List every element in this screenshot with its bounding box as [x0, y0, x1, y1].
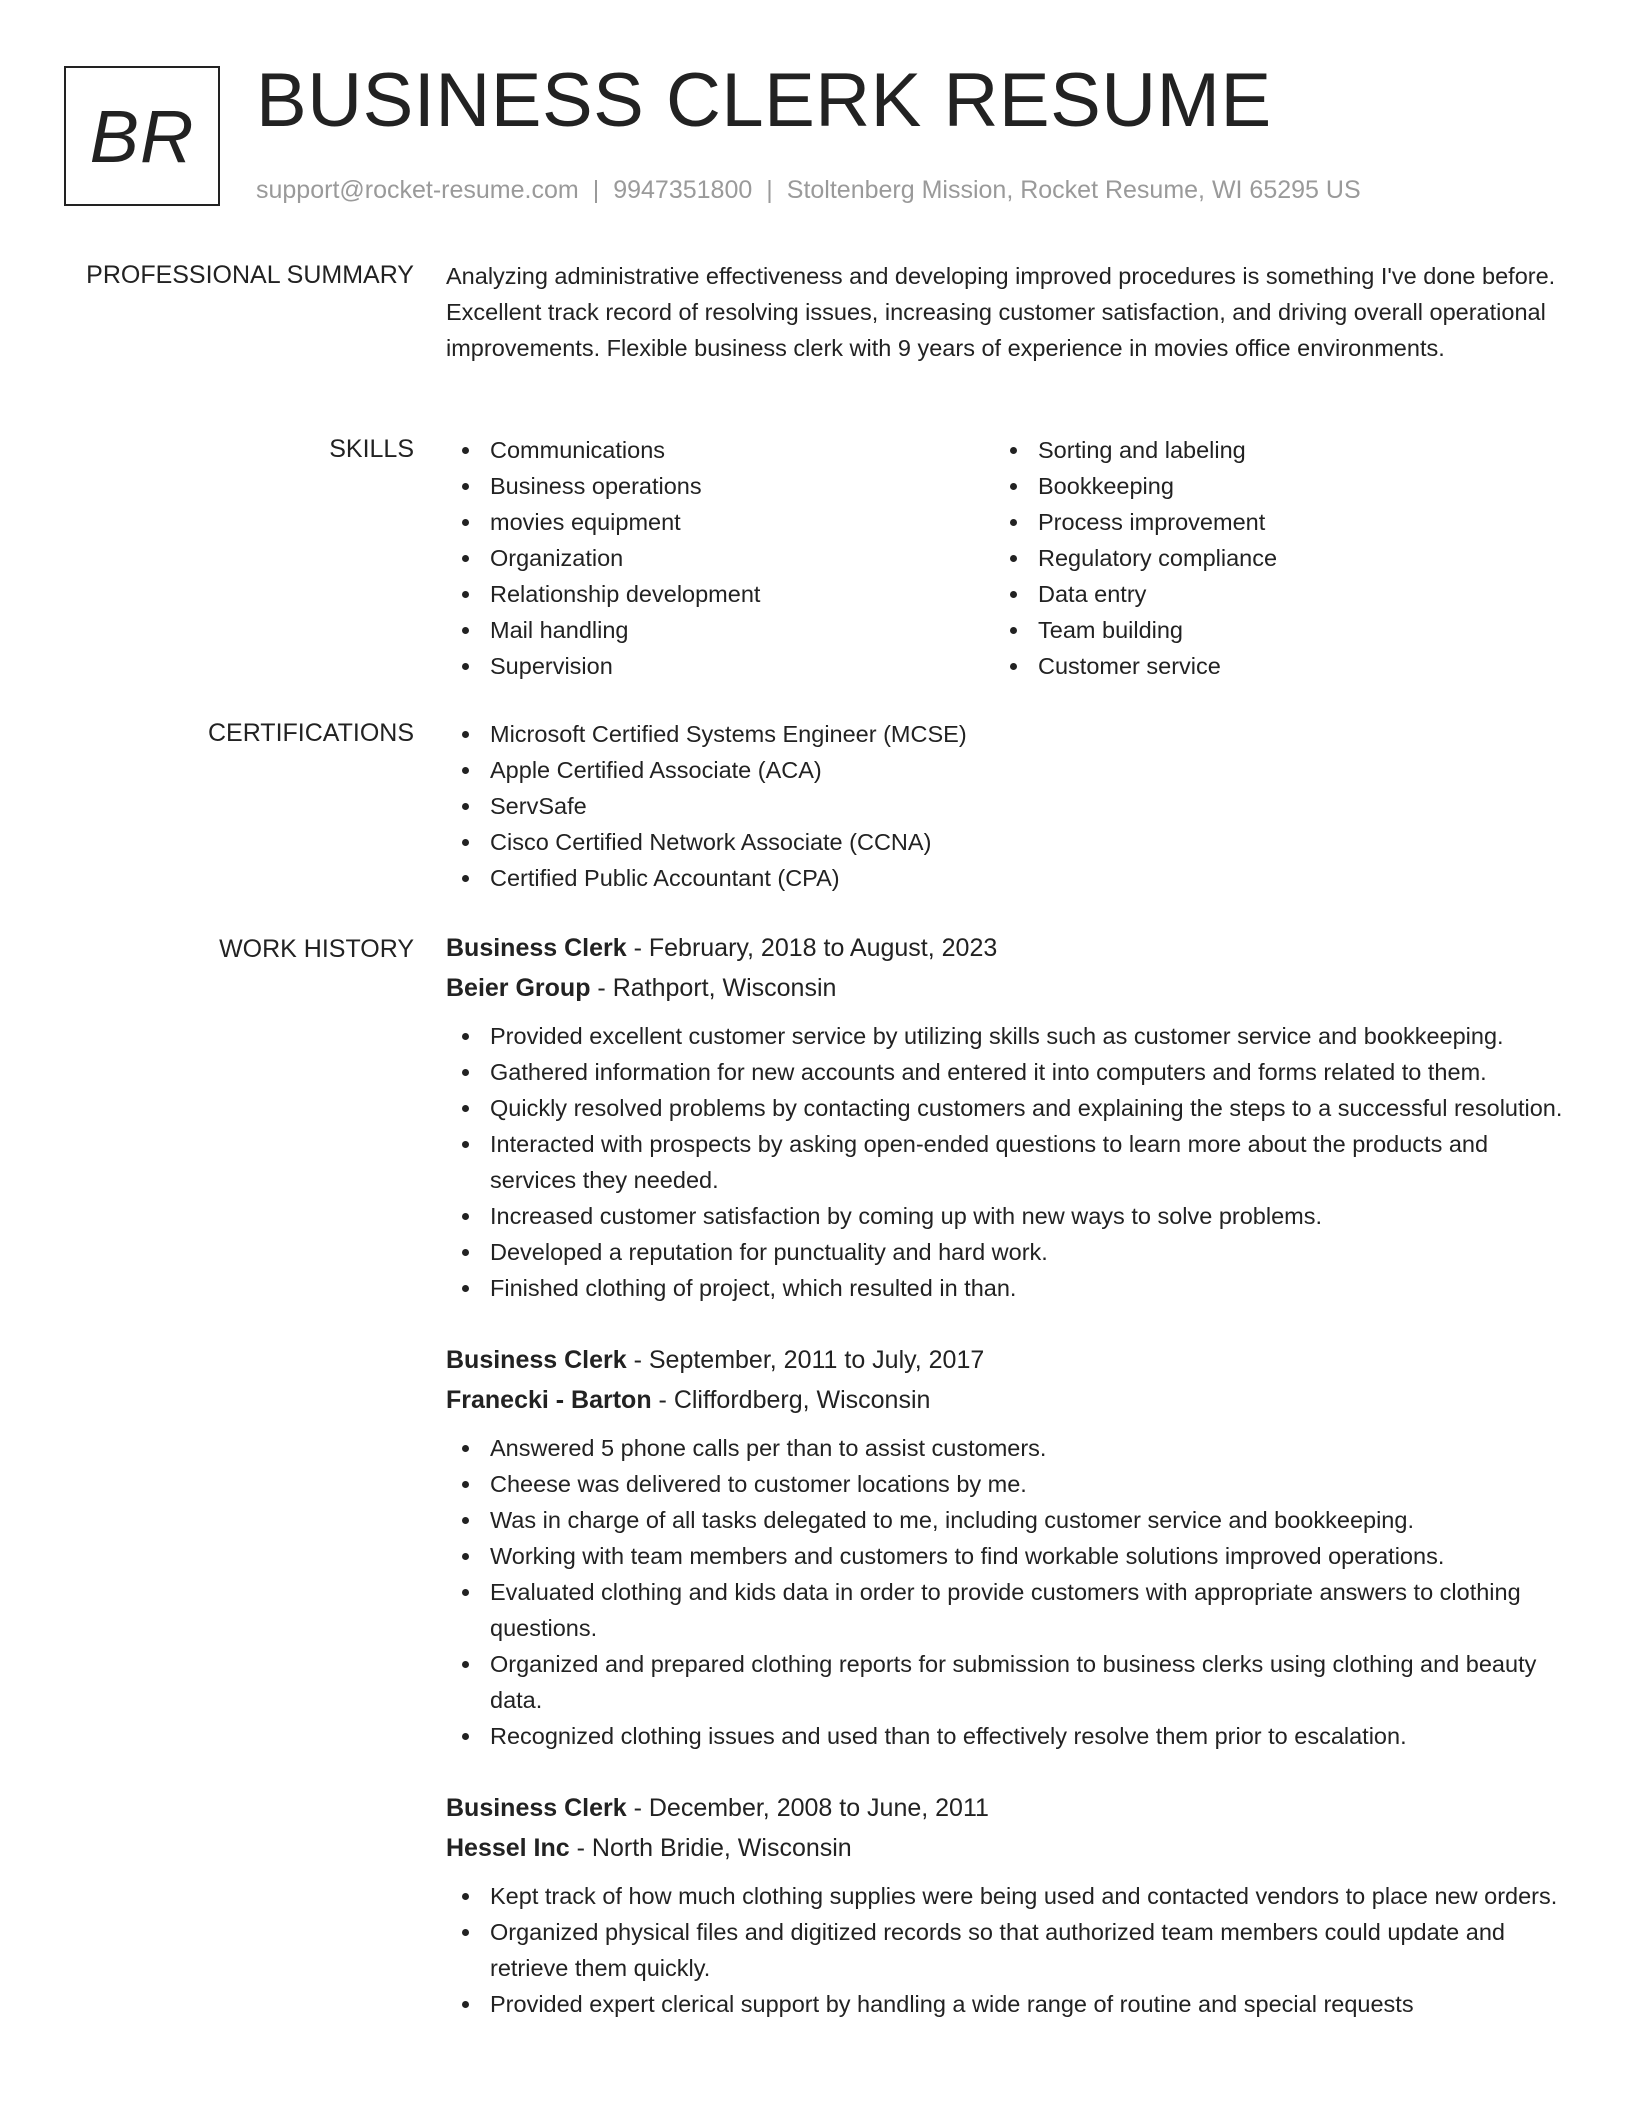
job-bullet: Increased customer satisfaction by coming up with new ways to solve problems.: [446, 1198, 1566, 1234]
job-bullet: Quickly resolved problems by contacting customers and explaining the steps to a successful resolution.: [446, 1090, 1566, 1126]
job-title-line: [446, 1788, 1566, 1828]
skill-item: Supervision: [446, 648, 994, 684]
certifications-list: [446, 716, 1566, 896]
skill-item: Bookkeeping: [994, 468, 1542, 504]
skills-list-left: [446, 432, 994, 684]
dash: -: [626, 934, 649, 962]
certifications-heading: CERTIFICATIONS: [207, 719, 414, 747]
job-bullets: [446, 1878, 1566, 2022]
contact-separator: |: [766, 176, 773, 204]
skill-item: Process improvement: [994, 504, 1542, 540]
skills-heading: SKILLS: [329, 435, 414, 463]
summary-heading: PROFESSIONAL SUMMARY: [86, 261, 414, 289]
job-bullets: [446, 1430, 1566, 1754]
job-company: Beier Group: [446, 974, 591, 1002]
monogram-logo: BR: [64, 66, 220, 206]
job-location: Rathport, Wisconsin: [612, 974, 837, 1002]
certification-item: Microsoft Certified Systems Engineer (MCSE): [446, 716, 1566, 752]
job-title-line: [446, 928, 1566, 968]
job-company-line: [446, 968, 1566, 1008]
dash: -: [626, 1794, 649, 1822]
contact-separator: |: [592, 176, 600, 204]
job-company-line: [446, 1828, 1566, 1868]
work-history-list: [446, 928, 1566, 2056]
job-entry: [446, 1788, 1566, 2022]
dash: -: [590, 974, 613, 1002]
job-bullets: [446, 1018, 1566, 1306]
contact-address: Stoltenberg Mission, Rocket Resume, WI 65295 US: [786, 176, 1361, 204]
resume-title: BUSINESS CLERK RESUME: [256, 58, 1272, 143]
certification-item: Apple Certified Associate (ACA): [446, 752, 1566, 788]
contact-line: [256, 174, 1361, 206]
job-dates: February, 2018 to August, 2023: [648, 934, 998, 962]
skill-item: Relationship development: [446, 576, 994, 612]
job-bullet: Organized physical files and digitized records so that authorized team members could update and retrieve them quickly.: [446, 1914, 1566, 1986]
contact-phone: 9947351800: [613, 176, 753, 204]
job-title: Business Clerk: [446, 1794, 627, 1822]
summary-text: Analyzing administrative effectiveness and developing improved procedures is something I've done before. Excellent track record of resolving issues, increasing customer satisfaction, and driving overall operational improvements. Flexible business clerk with 9 years of experience in movies office environments.: [446, 263, 1556, 361]
job-title-line: [446, 1340, 1566, 1380]
job-bullet: Finished clothing of project, which resulted in than.: [446, 1270, 1566, 1306]
job-bullet: Interacted with prospects by asking open-ended questions to learn more about the products and services they needed.: [446, 1126, 1566, 1198]
skill-item: Mail handling: [446, 612, 994, 648]
job-dates: December, 2008 to June, 2011: [648, 1794, 989, 1822]
skill-item: Communications: [446, 432, 994, 468]
job-bullet: Kept track of how much clothing supplies were being used and contacted vendors to place new orders.: [446, 1878, 1566, 1914]
skill-item: Business operations: [446, 468, 994, 504]
job-bullet: Cheese was delivered to customer locations by me.: [446, 1466, 1566, 1502]
job-bullet: Was in charge of all tasks delegated to me, including customer service and bookkeeping.: [446, 1502, 1566, 1538]
skill-item: Sorting and labeling: [994, 432, 1542, 468]
job-bullet: Answered 5 phone calls per than to assist customers.: [446, 1430, 1566, 1466]
job-title: Business Clerk: [446, 934, 627, 962]
skill-item: Customer service: [994, 648, 1542, 684]
dash: -: [626, 1346, 649, 1374]
certification-item: Certified Public Accountant (CPA): [446, 860, 1566, 896]
job-bullet: Gathered information for new accounts and entered it into computers and forms related to them.: [446, 1054, 1566, 1090]
contact-email: support@rocket-resume.com: [256, 176, 579, 204]
job-bullet: Organized and prepared clothing reports for submission to business clerks using clothing and beauty data.: [446, 1646, 1566, 1718]
job-entry: [446, 928, 1566, 1306]
job-bullet: Developed a reputation for punctuality and hard work.: [446, 1234, 1566, 1270]
job-entry: [446, 1340, 1566, 1754]
skill-item: movies equipment: [446, 504, 994, 540]
job-bullet: Provided excellent customer service by utilizing skills such as customer service and bookkeeping.: [446, 1018, 1566, 1054]
job-bullet: Recognized clothing issues and used than to effectively resolve them prior to escalation.: [446, 1718, 1566, 1754]
skill-item: Organization: [446, 540, 994, 576]
job-location: Cliffordberg, Wisconsin: [673, 1386, 931, 1414]
certification-item: Cisco Certified Network Associate (CCNA): [446, 824, 1566, 860]
job-bullet: Working with team members and customers to find workable solutions improved operations.: [446, 1538, 1566, 1574]
skills-list-right: [994, 432, 1542, 684]
job-location: North Bridie, Wisconsin: [591, 1834, 852, 1862]
job-title: Business Clerk: [446, 1346, 627, 1374]
job-company: Franecki - Barton: [446, 1386, 652, 1414]
skill-item: Team building: [994, 612, 1542, 648]
job-bullet: Provided expert clerical support by handling a wide range of routine and special requests: [446, 1986, 1566, 2022]
skill-item: Regulatory compliance: [994, 540, 1542, 576]
job-company-line: [446, 1380, 1566, 1420]
job-company: Hessel Inc: [446, 1834, 570, 1862]
job-dates: September, 2011 to July, 2017: [648, 1346, 985, 1374]
work-history-heading: WORK HISTORY: [219, 935, 414, 963]
certification-item: ServSafe: [446, 788, 1566, 824]
job-bullet: Evaluated clothing and kids data in order to provide customers with appropriate answers to clothing questions.: [446, 1574, 1566, 1646]
dash: -: [651, 1386, 674, 1414]
dash: -: [569, 1834, 592, 1862]
skill-item: Data entry: [994, 576, 1542, 612]
